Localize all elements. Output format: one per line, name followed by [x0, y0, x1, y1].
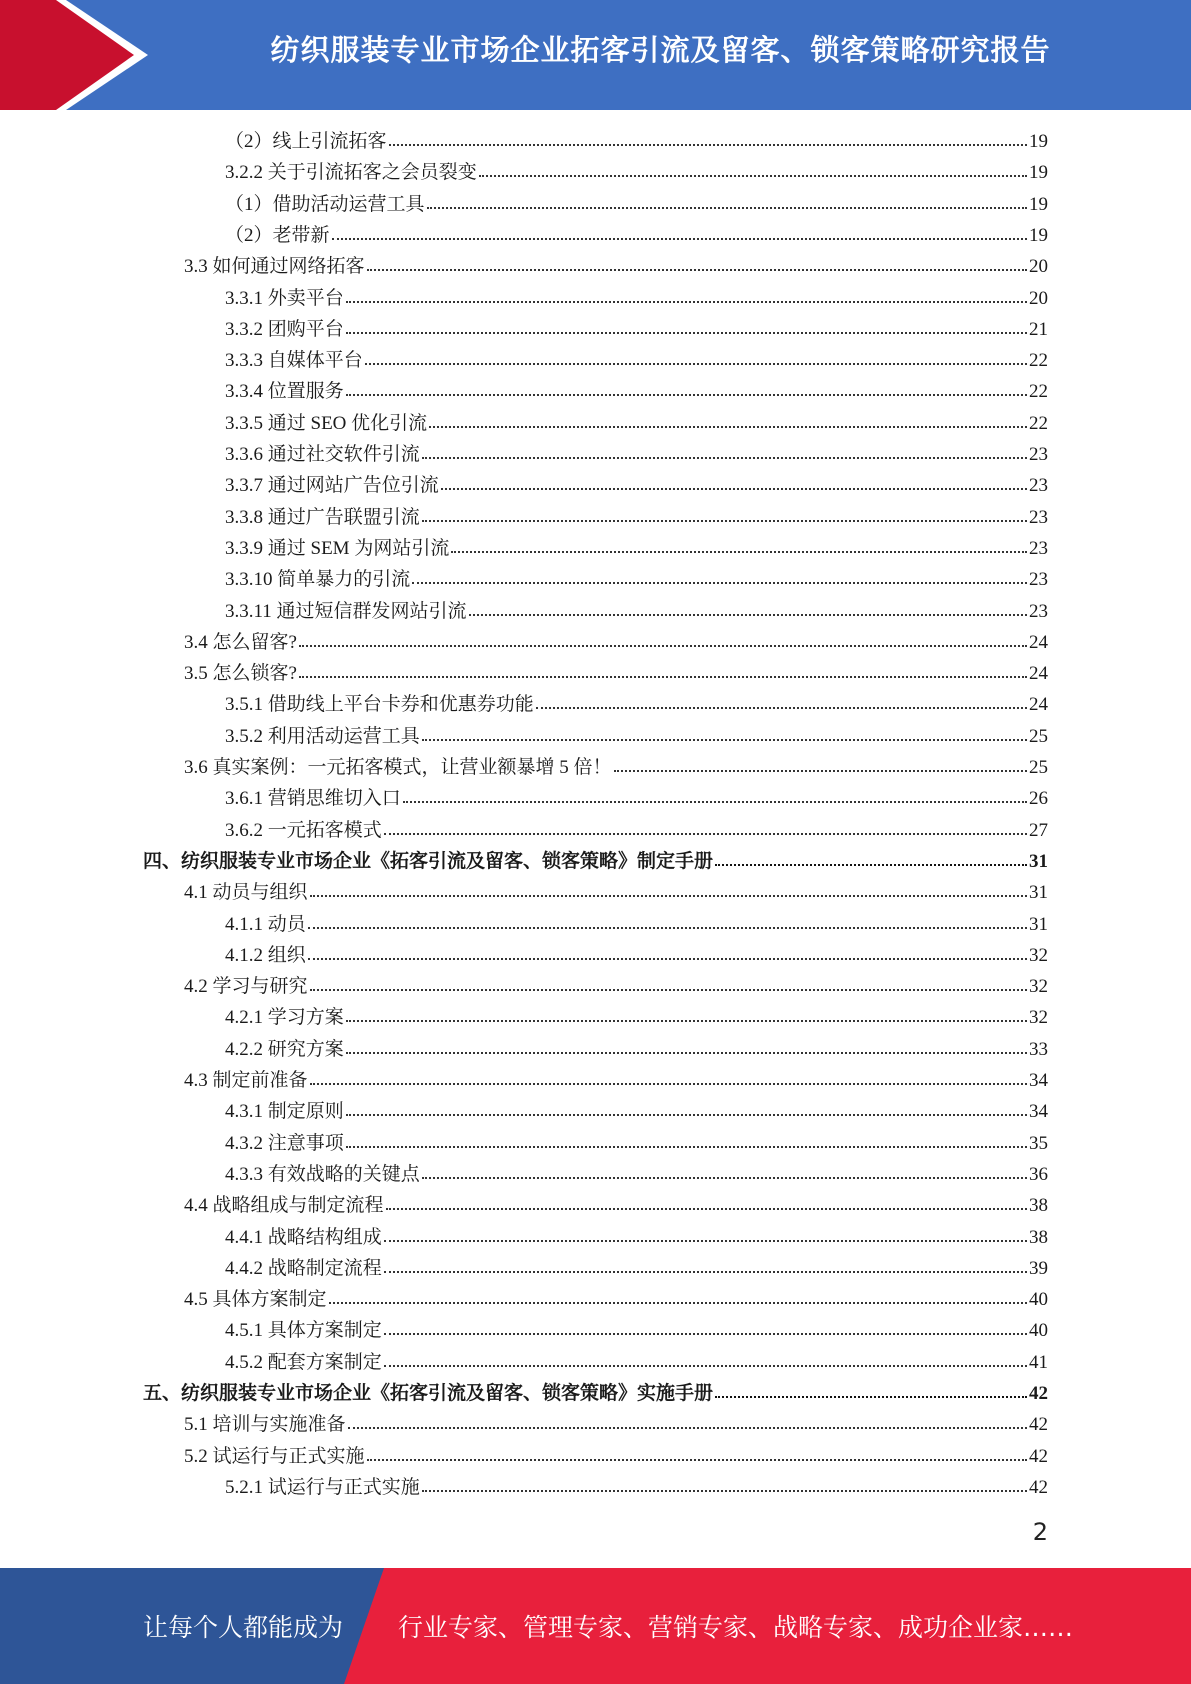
toc-entry[interactable]	[225, 220, 1048, 251]
toc-entry-page: 40	[1029, 1289, 1048, 1310]
toc-entry-page: 32	[1029, 1007, 1048, 1028]
toc-entry-label: 5.2.1 试运行与正式实施	[225, 1477, 420, 1498]
toc-entry-page: 22	[1029, 381, 1048, 402]
toc-entry-page: 22	[1029, 350, 1048, 371]
toc-entry[interactable]	[225, 721, 1048, 752]
toc-entry-label: 四、纺织服装专业市场企业《拓客引流及留客、锁客策略》制定手册	[143, 851, 714, 872]
toc-entry-page: 24	[1029, 632, 1048, 653]
toc-dot-leader	[310, 881, 1027, 897]
toc-dot-leader	[346, 1132, 1027, 1148]
toc-entry-page: 19	[1029, 225, 1048, 246]
toc-dot-leader	[536, 693, 1027, 709]
toc-dot-leader	[451, 537, 1027, 553]
toc-entry-label: 3.6.1 营销思维切入口	[225, 788, 401, 809]
toc-entry-label: 4.3.3 有效战略的关键点	[225, 1164, 420, 1185]
toc-entry[interactable]	[225, 283, 1048, 314]
toc-entry-page: 39	[1029, 1258, 1048, 1279]
toc-entry-page: 23	[1029, 538, 1048, 559]
toc-entry[interactable]	[225, 689, 1048, 720]
toc-entry-label: （2）老带新	[225, 225, 330, 246]
toc-entry[interactable]	[225, 909, 1048, 940]
toc-dot-leader	[389, 130, 1027, 146]
toc-entry-label: 3.3.4 位置服务	[225, 381, 344, 402]
toc-dot-leader	[346, 1100, 1027, 1116]
toc-entry[interactable]	[225, 1034, 1048, 1065]
toc-entry-label: 4.5.1 具体方案制定	[225, 1320, 382, 1341]
toc-entry-label: 5.2 试运行与正式实施	[184, 1446, 365, 1467]
toc-entry-page: 19	[1029, 162, 1048, 183]
toc-entry[interactable]	[225, 940, 1048, 971]
toc-entry-page: 35	[1029, 1133, 1048, 1154]
toc-dot-leader	[715, 1382, 1027, 1398]
toc-entry-label: 4.5.2 配套方案制定	[225, 1352, 382, 1373]
toc-dot-leader	[386, 1194, 1027, 1210]
toc-entry[interactable]	[225, 470, 1048, 501]
toc-entry-page: 20	[1029, 288, 1048, 309]
toc-entry-page: 36	[1029, 1164, 1048, 1185]
toc-entry-page: 32	[1029, 945, 1048, 966]
toc-entry-label: 3.3 如何通过网络拓客	[184, 256, 365, 277]
toc-entry[interactable]	[225, 783, 1048, 814]
toc-entry-page: 42	[1029, 1477, 1048, 1498]
toc-dot-leader	[346, 318, 1027, 334]
toc-entry-label: 3.5 怎么锁客?	[184, 663, 297, 684]
toc-entry-page: 21	[1029, 319, 1048, 340]
toc-entry[interactable]	[225, 376, 1048, 407]
toc-entry-label: 3.3.3 自媒体平台	[225, 350, 363, 371]
toc-dot-leader	[441, 474, 1027, 490]
toc-entry-page: 24	[1029, 663, 1048, 684]
toc-entry-label: 4.2 学习与研究	[184, 976, 308, 997]
toc-entry[interactable]	[225, 345, 1048, 376]
toc-entry-label: 4.1.2 组织	[225, 945, 306, 966]
toc-entry[interactable]	[225, 1128, 1048, 1159]
toc-entry-label: 4.1.1 动员	[225, 914, 306, 935]
toc-dot-leader	[422, 1163, 1027, 1179]
toc-entry[interactable]	[184, 251, 1048, 282]
toc-entry-page: 34	[1029, 1101, 1048, 1122]
toc-entry[interactable]	[225, 1222, 1048, 1253]
toc-entry-page: 23	[1029, 507, 1048, 528]
toc-entry-label: 3.4 怎么留客?	[184, 632, 297, 653]
toc-entry-label: 3.6 真实案例：一元拓客模式，让营业额暴增 5 倍！	[184, 757, 612, 778]
toc-entry-page: 42	[1029, 1383, 1048, 1404]
toc-entry[interactable]	[225, 502, 1048, 533]
toc-dot-leader	[346, 380, 1027, 396]
toc-entry[interactable]	[225, 439, 1048, 470]
toc-entry-label: 4.4 战略组成与制定流程	[184, 1195, 384, 1216]
toc-entry[interactable]	[184, 877, 1048, 908]
toc-dot-leader	[384, 1226, 1027, 1242]
toc-dot-leader	[329, 1288, 1027, 1304]
toc-entry-label: 4.1 动员与组织	[184, 882, 308, 903]
toc-entry-label: 3.3.2 团购平台	[225, 319, 344, 340]
toc-dot-leader	[299, 662, 1027, 678]
toc-dot-leader	[422, 1476, 1027, 1492]
toc-entry-page: 23	[1029, 601, 1048, 622]
toc-entry-page: 23	[1029, 475, 1048, 496]
toc-dot-leader	[367, 255, 1027, 271]
toc-entry-label: 4.2.2 研究方案	[225, 1039, 344, 1060]
toc-entry-label: 五、纺织服装专业市场企业《拓客引流及留客、锁客策略》实施手册	[143, 1383, 714, 1404]
toc-entry[interactable]	[225, 1472, 1048, 1503]
toc-dot-leader	[346, 1006, 1027, 1022]
toc-entry[interactable]	[225, 564, 1048, 595]
toc-entry-page: 25	[1029, 726, 1048, 747]
toc-entry-label: 3.5.2 利用活动运营工具	[225, 726, 420, 747]
toc-entry-label: 4.3 制定前准备	[184, 1070, 308, 1091]
toc-entry[interactable]	[225, 408, 1048, 439]
toc-dot-leader	[422, 443, 1027, 459]
toc-entry-label: 4.3.1 制定原则	[225, 1101, 344, 1122]
toc-entry[interactable]	[143, 846, 1048, 877]
toc-entry-label: 3.6.2 一元拓客模式	[225, 820, 382, 841]
toc-dot-leader	[479, 161, 1027, 177]
toc-dot-leader	[365, 349, 1027, 365]
toc-entry[interactable]	[184, 1441, 1048, 1472]
toc-dot-leader	[429, 412, 1027, 428]
toc-entry[interactable]	[225, 126, 1048, 157]
toc-entry[interactable]	[225, 1315, 1048, 1346]
toc-entry[interactable]	[225, 189, 1048, 220]
toc-dot-leader	[422, 725, 1027, 741]
toc-entry-label: 4.2.1 学习方案	[225, 1007, 344, 1028]
toc-entry-label: 3.3.8 通过广告联盟引流	[225, 507, 420, 528]
toc-entry-label: 4.3.2 注意事项	[225, 1133, 344, 1154]
footer-slogan-left: 让每个人都能成为	[143, 1613, 344, 1642]
toc-entry-page: 23	[1029, 444, 1048, 465]
page-number: 2	[1032, 1518, 1048, 1546]
toc-entry[interactable]	[225, 1347, 1048, 1378]
toc-dot-leader	[346, 287, 1027, 303]
toc-entry-label: 3.3.10 简单暴力的引流	[225, 569, 411, 590]
toc-entry[interactable]	[225, 1002, 1048, 1033]
toc-entry-page: 26	[1029, 788, 1048, 809]
toc-dot-leader	[308, 913, 1027, 929]
toc-entry-page: 38	[1029, 1227, 1048, 1248]
toc-dot-leader	[427, 193, 1027, 209]
toc-entry-page: 19	[1029, 131, 1048, 152]
toc-dot-leader	[308, 944, 1027, 960]
toc-entry-page: 31	[1029, 882, 1048, 903]
toc-entry-page: 27	[1029, 820, 1048, 841]
toc-entry[interactable]	[143, 1378, 1048, 1409]
toc-entry-label: 5.1 培训与实施准备	[184, 1414, 346, 1435]
toc-entry-page: 25	[1029, 757, 1048, 778]
footer-slogan-right: 行业专家、管理专家、营销专家、战略专家、成功企业家……	[398, 1613, 1074, 1642]
toc-dot-leader	[310, 1069, 1027, 1085]
toc-entry[interactable]	[225, 157, 1048, 188]
report-title: 纺织服装专业市场企业拓客引流及留客、锁客策略研究报告	[270, 33, 1051, 67]
toc-dot-leader	[469, 600, 1027, 616]
toc-entry-label: 3.2.2 关于引流拓客之会员裂变	[225, 162, 477, 183]
toc-dot-leader	[384, 1257, 1027, 1273]
toc-entry[interactable]	[184, 1284, 1048, 1315]
toc-dot-leader	[310, 975, 1027, 991]
toc-dot-leader	[384, 1319, 1027, 1335]
toc-entry-page: 34	[1029, 1070, 1048, 1091]
toc-dot-leader	[403, 787, 1027, 803]
toc-entry-label: 3.3.11 通过短信群发网站引流	[225, 601, 467, 622]
toc-dot-leader	[384, 1351, 1027, 1367]
toc-dot-leader	[422, 506, 1027, 522]
toc-dot-leader	[348, 1413, 1027, 1429]
toc-entry[interactable]	[225, 596, 1048, 627]
toc-dot-leader	[367, 1445, 1027, 1461]
toc-entry-label: 4.4.2 战略制定流程	[225, 1258, 382, 1279]
toc-entry-label: （1）借助活动运营工具	[225, 194, 425, 215]
toc-dot-leader	[332, 224, 1027, 240]
toc-entry[interactable]	[225, 1253, 1048, 1284]
toc-entry[interactable]	[225, 1159, 1048, 1190]
toc-entry-page: 33	[1029, 1039, 1048, 1060]
toc-entry-page: 31	[1029, 914, 1048, 935]
toc-entry-page: 41	[1029, 1352, 1048, 1373]
toc-entry[interactable]	[225, 314, 1048, 345]
toc-entry-page: 31	[1029, 851, 1048, 872]
toc-entry-page: 32	[1029, 976, 1048, 997]
toc-entry-label: 3.3.9 通过 SEM 为网站引流	[225, 538, 450, 559]
toc-entry-page: 19	[1029, 194, 1048, 215]
toc-entry-label: 4.4.1 战略结构组成	[225, 1227, 382, 1248]
toc-entry[interactable]	[184, 971, 1048, 1002]
toc-entry-page: 38	[1029, 1195, 1048, 1216]
header-banner	[0, 0, 1191, 110]
toc-entry-label: （2）线上引流拓客	[225, 131, 387, 152]
toc-entry-page: 24	[1029, 694, 1048, 715]
toc-entry[interactable]	[184, 627, 1048, 658]
toc-entry[interactable]	[225, 815, 1048, 846]
toc-entry[interactable]	[225, 533, 1048, 564]
toc-entry-page: 20	[1029, 256, 1048, 277]
toc-dot-leader	[384, 819, 1027, 835]
toc-entry[interactable]	[184, 752, 1048, 783]
toc-dot-leader	[346, 1038, 1027, 1054]
toc-entry-page: 42	[1029, 1414, 1048, 1435]
toc-entry-label: 3.5.1 借助线上平台卡券和优惠券功能	[225, 694, 534, 715]
toc-entry-page: 23	[1029, 569, 1048, 590]
toc-entry-page: 42	[1029, 1446, 1048, 1467]
toc-dot-leader	[614, 756, 1027, 772]
toc-entry-page: 40	[1029, 1320, 1048, 1341]
footer-banner	[0, 1568, 1191, 1684]
toc-entry[interactable]	[184, 1065, 1048, 1096]
toc-entry[interactable]	[225, 1096, 1048, 1127]
toc-entry-label: 4.5 具体方案制定	[184, 1289, 327, 1310]
toc-entry-label: 3.3.6 通过社交软件引流	[225, 444, 420, 465]
toc-dot-leader	[299, 631, 1027, 647]
toc-entry[interactable]	[184, 1409, 1048, 1440]
toc-entry-page: 22	[1029, 413, 1048, 434]
toc-entry[interactable]	[184, 1190, 1048, 1221]
toc-entry-label: 3.3.5 通过 SEO 优化引流	[225, 413, 428, 434]
toc-entry[interactable]	[184, 658, 1048, 689]
toc-dot-leader	[715, 850, 1027, 866]
toc-entry-label: 3.3.1 外卖平台	[225, 288, 344, 309]
toc-entry-label: 3.3.7 通过网站广告位引流	[225, 475, 439, 496]
toc-dot-leader	[412, 568, 1027, 584]
